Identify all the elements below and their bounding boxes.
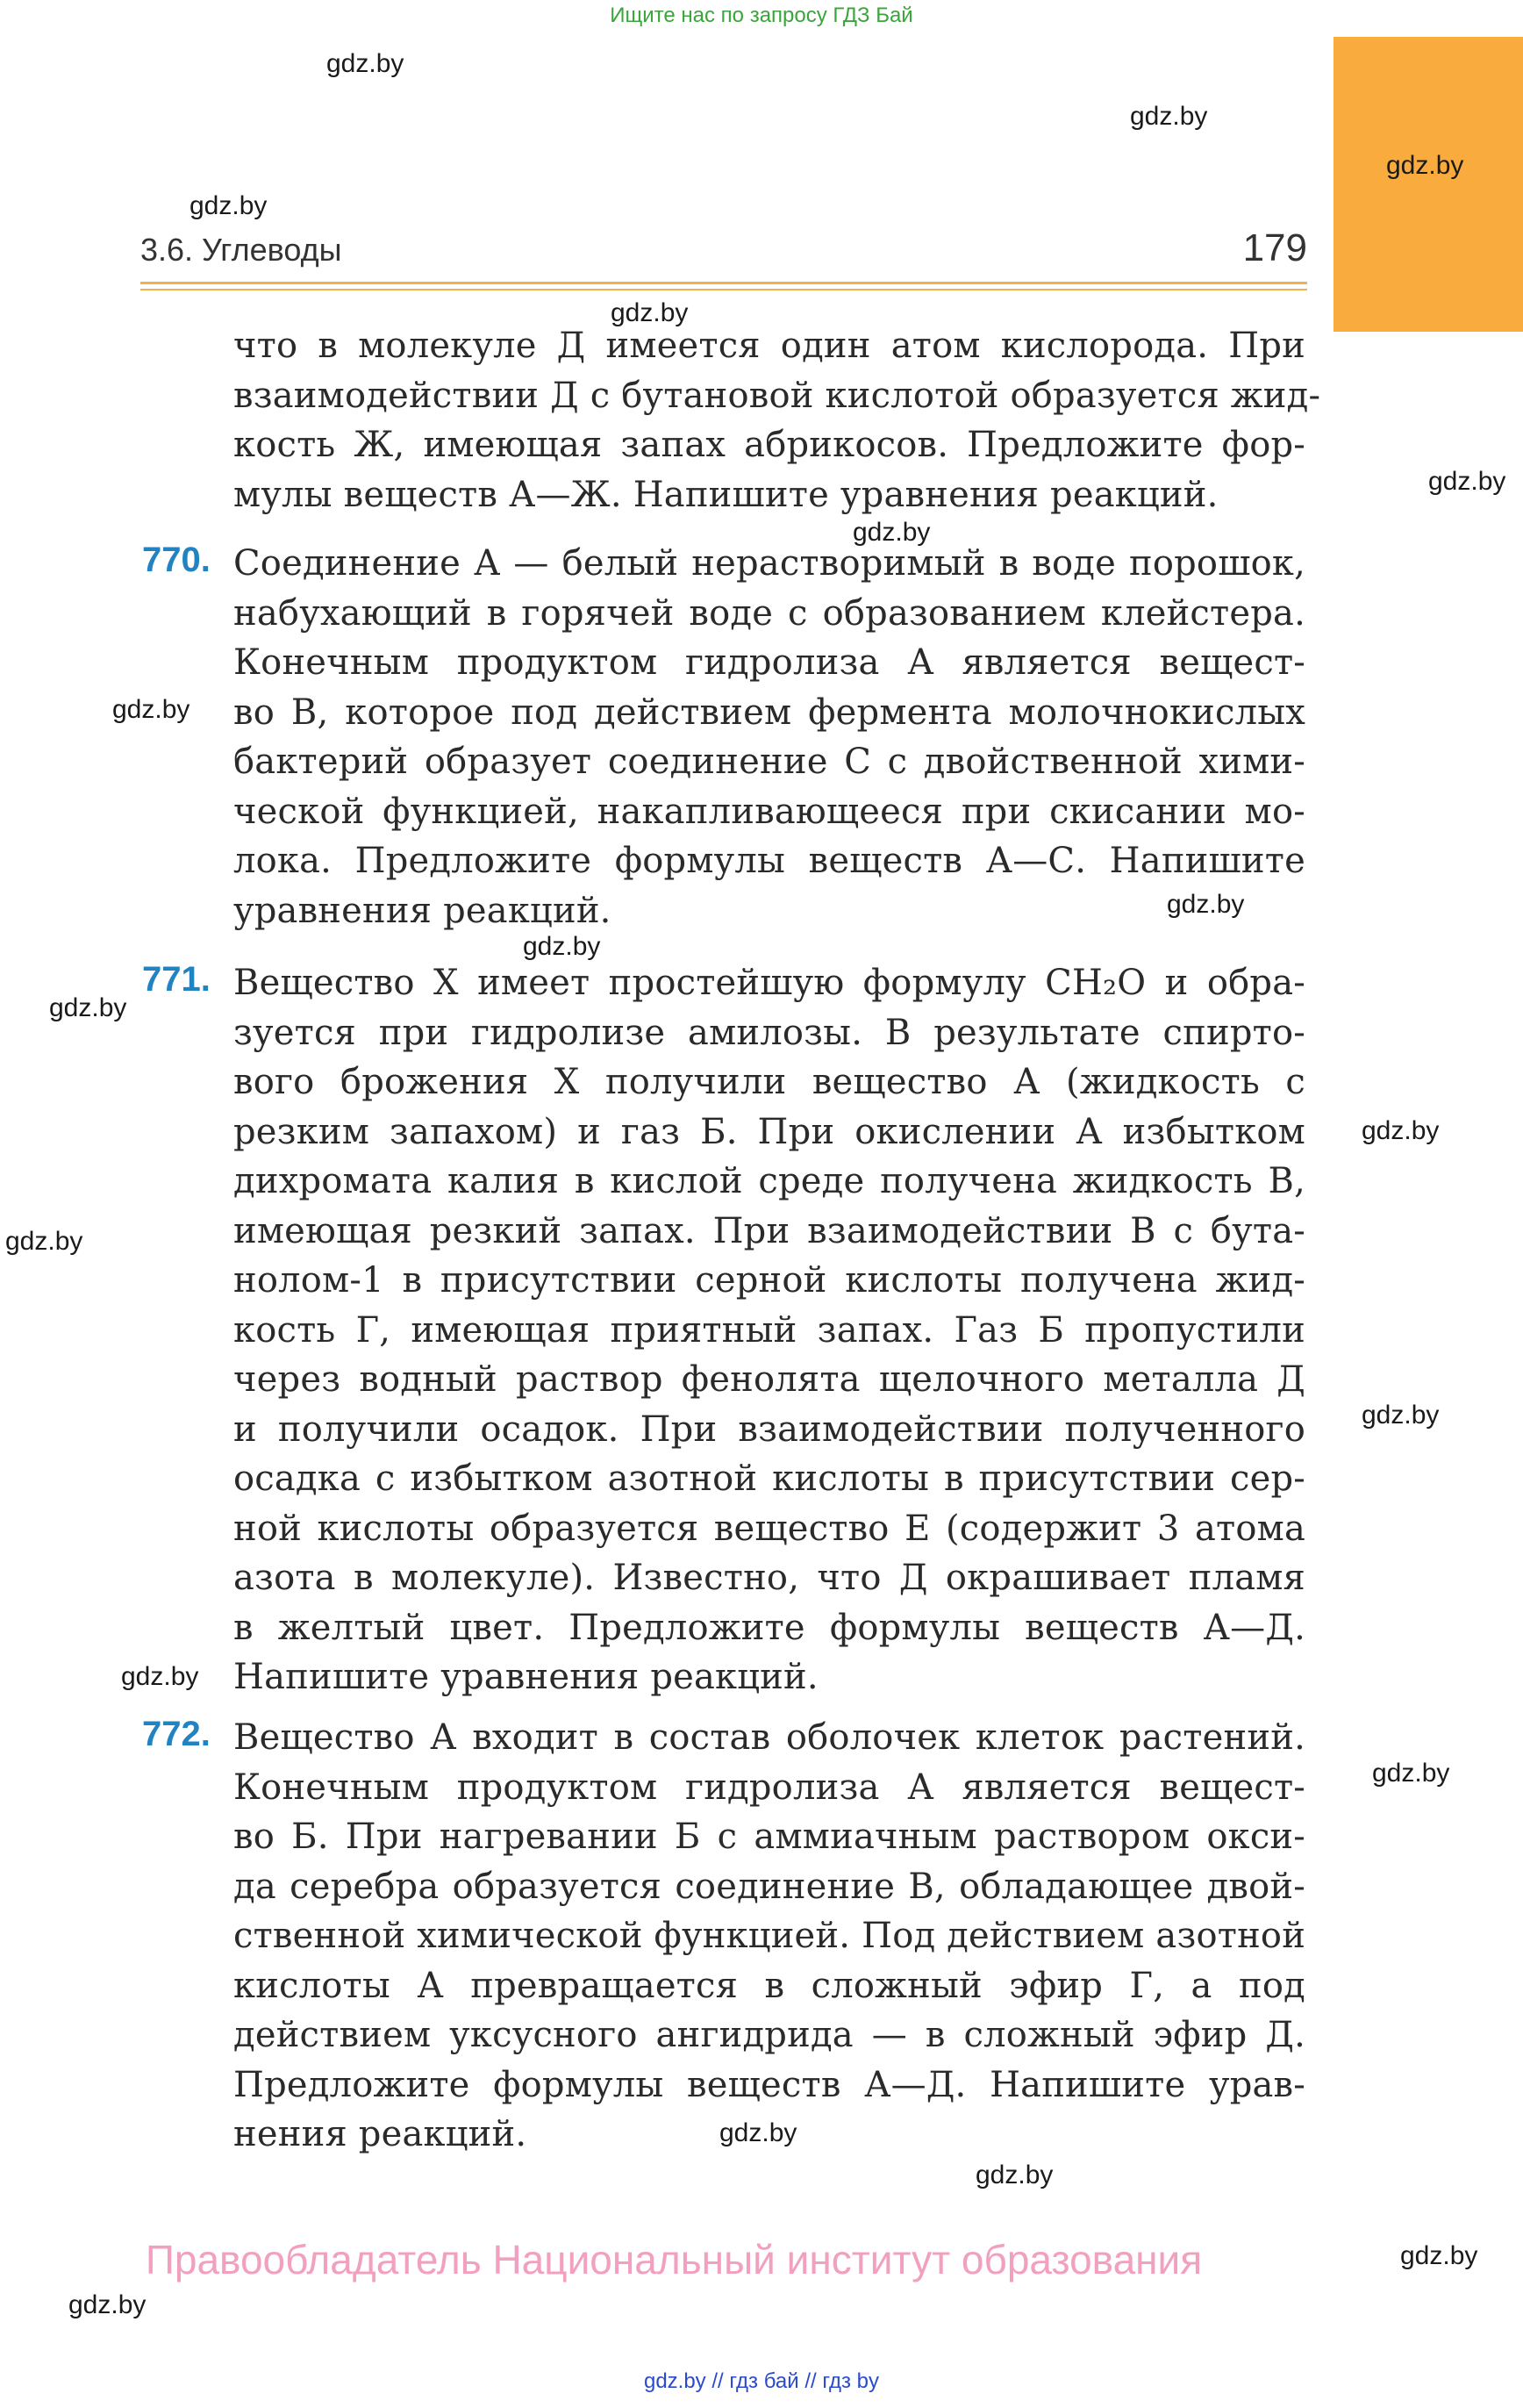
text-line: мулы веществ А—Ж. Напишите уравнения реакций.	[233, 474, 1219, 515]
text-line: Напишите уравнения реакций.	[233, 1657, 819, 1697]
watermark: gdz.by	[112, 695, 190, 724]
watermark: gdz.by	[326, 49, 404, 78]
header-rule	[140, 289, 1307, 290]
text-line: лока. Предложите формулы веществ А—С. Напишите	[233, 841, 1305, 881]
watermark: gdz.by	[523, 932, 601, 961]
watermark: gdz.by	[1130, 102, 1208, 131]
text-line: резким запахом) и газ Б. При окислении А избытком	[233, 1111, 1305, 1152]
text-line: кислоты А превращается в сложный эфир Г, а под	[233, 1965, 1305, 2006]
watermark: gdz.by	[1428, 467, 1506, 496]
text-line: через водный раствор фенолята щелочного металла Д	[233, 1359, 1305, 1400]
text-line: вого брожения Х получили вещество А (жидкость с	[233, 1062, 1305, 1102]
text-line: Вещество А входит в состав оболочек клеток растений.	[233, 1717, 1305, 1758]
text-line: кость Г, имеющая приятный запах. Газ Б пропустили	[233, 1309, 1305, 1351]
text-line: ной кислоты образуется вещество Е (содержит 3 атома	[233, 1508, 1305, 1549]
watermark: gdz.by	[1362, 1401, 1440, 1430]
text-line: да серебра образуется соединение В, обладающее двой-	[233, 1866, 1305, 1907]
problem-number: 770.	[142, 541, 211, 579]
copyright-notice: Правообладатель Национальный институт образования	[145, 2237, 1203, 2283]
text-line: во Б. При нагревании Б с аммиачным раствором окси-	[233, 1817, 1305, 1857]
text-line: ственной химической функцией. Под действием азотной	[233, 1916, 1306, 1956]
text-line: Конечным продуктом гидролиза А является вещест-	[233, 642, 1305, 683]
text-line: ческой функцией, накапливающееся при скисании мо-	[233, 791, 1305, 832]
top-banner: Ищите нас по запросу ГДЗ Бай	[610, 4, 913, 27]
text-line: взаимодействии Д с бутановой кислотой образуется жид-	[233, 375, 1321, 416]
text-line: осадка с избытком азотной кислоты в присутствии сер-	[233, 1458, 1305, 1499]
text-line: Соединение А — белый нерастворимый в воде порошок,	[233, 543, 1305, 584]
problem-770-text	[233, 539, 1305, 935]
page-header	[140, 226, 1307, 284]
watermark: gdz.by	[611, 298, 689, 327]
bottom-banner: gdz.by // гдз бай // гдз by	[643, 2369, 880, 2393]
text-line: зуется при гидролизе амилозы. В результате спирто-	[233, 1012, 1305, 1053]
header-rule	[140, 282, 1307, 284]
watermark: gdz.by	[1167, 890, 1245, 919]
watermark: gdz.by	[5, 1227, 83, 1256]
problem-number: 771.	[142, 960, 211, 999]
section-title: 3.6. Углеводы	[140, 232, 342, 268]
text-line: во В, которое под действием фермента молочнокислых	[233, 692, 1305, 733]
problem-771-text	[233, 958, 1305, 1702]
problem-number: 772.	[142, 1715, 211, 1753]
watermark: gdz.by	[1372, 1759, 1450, 1788]
page-corner-tab	[1334, 37, 1523, 332]
page-number: 179	[1242, 226, 1307, 269]
text-line: и получили осадок. При взаимодействии полученного	[233, 1408, 1305, 1450]
watermark: gdz.by	[976, 2161, 1054, 2189]
continuation-text	[233, 321, 1321, 520]
text-line: азота в молекуле). Известно, что Д окрашивает пламя	[233, 1558, 1305, 1598]
watermark: gdz.by	[1386, 151, 1464, 180]
text-line: Предложите формулы веществ А—Д. Напишите урав-	[233, 2064, 1305, 2105]
watermark: gdz.by	[68, 2290, 147, 2319]
text-line: набухающий в горячей воде с образованием клейстера.	[233, 592, 1305, 634]
text-line: Конечным продуктом гидролиза А является вещест-	[233, 1767, 1305, 1808]
text-line: кость Ж, имеющая запах абрикосов. Предложите фор-	[233, 425, 1305, 465]
text-line: уравнения реакций.	[233, 890, 611, 931]
text-line: Вещество Х имеет простейшую формулу CH₂O и обра-	[233, 963, 1305, 1003]
text-line: имеющая резкий запах. При взаимодействии В с бута-	[233, 1210, 1305, 1251]
watermark: gdz.by	[1362, 1116, 1440, 1145]
watermark: gdz.by	[189, 191, 268, 220]
text-line: дихромата калия в кислой среде получена жидкость В,	[233, 1161, 1305, 1201]
text-line: в желтый цвет. Предложите формулы веществ А—Д.	[233, 1607, 1305, 1648]
watermark: gdz.by	[49, 993, 127, 1022]
problem-772-text	[233, 1713, 1305, 2160]
text-line: что в молекуле Д имеется один атом кислорода. При	[233, 326, 1305, 366]
text-line: действием уксусного ангидрида — в сложный эфир Д.	[233, 2015, 1305, 2055]
watermark: gdz.by	[1400, 2241, 1478, 2270]
text-line: нолом-1 в присутствии серной кислоты получена жид-	[233, 1260, 1305, 1301]
watermark: gdz.by	[853, 518, 931, 547]
watermark: gdz.by	[121, 1662, 199, 1691]
watermark: gdz.by	[719, 2118, 797, 2147]
text-line: бактерий образует соединение С с двойственной хими-	[233, 742, 1305, 782]
text-line: нения реакций.	[233, 2114, 527, 2154]
